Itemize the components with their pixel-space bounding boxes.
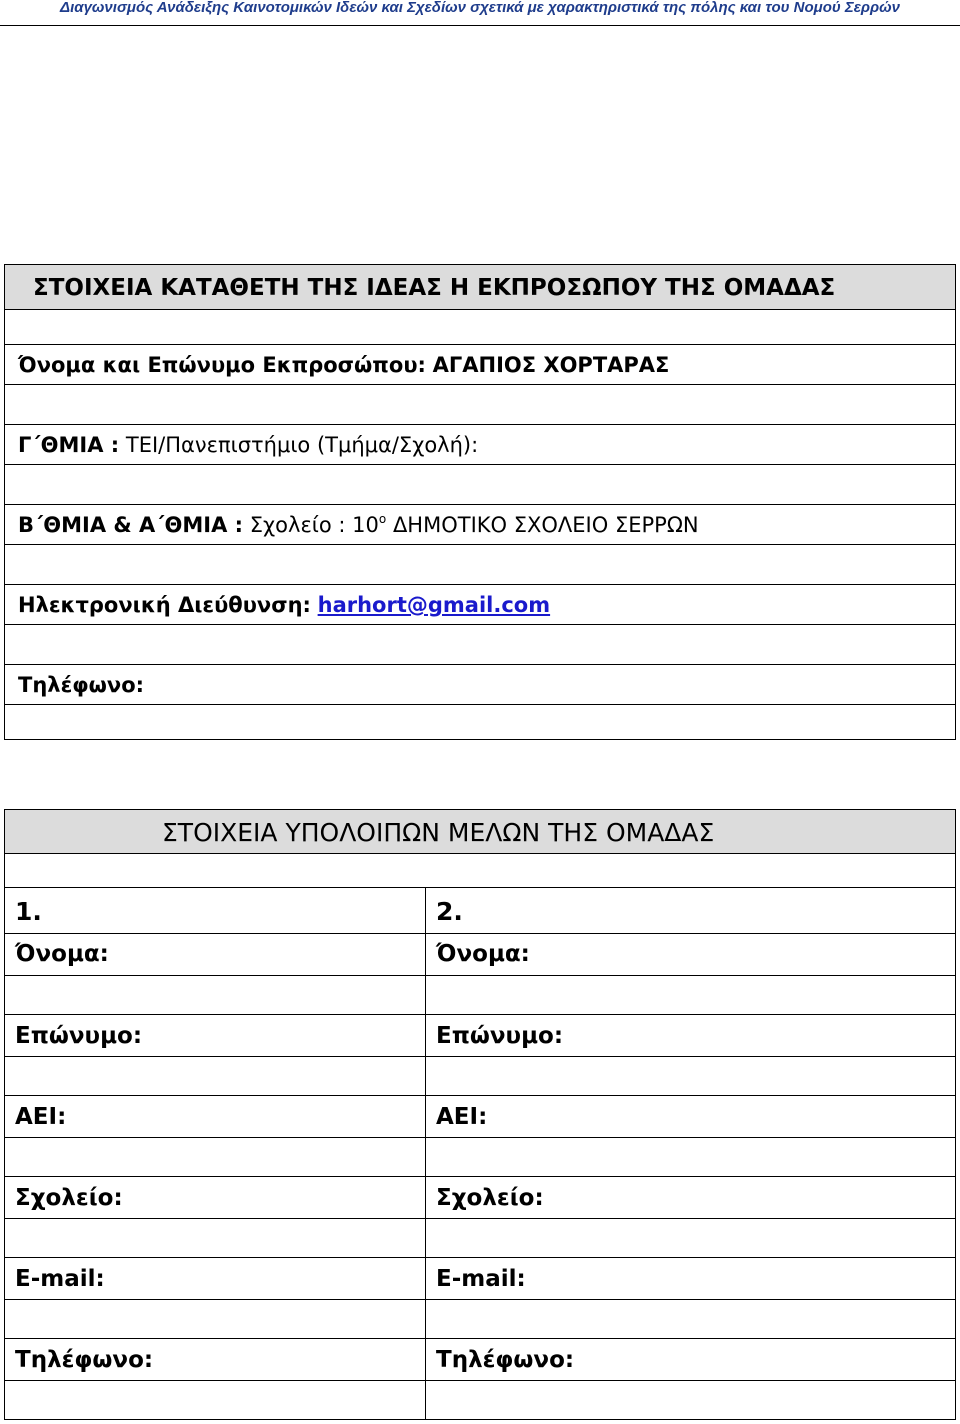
member-university-label: ΑΕΙ: [426,1096,955,1138]
member-phone-label: Τηλέφωνο: [5,1339,425,1381]
members-heading-text: ΣΤΟΙΧΕΙΑ ΥΠΟΛΟΙΠΩΝ ΜΕΛΩΝ ΤΗΣ ΟΜΑΔΑΣ [162,818,715,847]
school-ordinal: ο [378,512,387,526]
email-label: Ηλεκτρονική Διεύθυνση: [18,593,311,617]
member-phone-field[interactable] [5,1381,425,1419]
member-surname-label: Επώνυμο: [5,1015,425,1057]
blank-row [5,310,955,345]
member-email-label: E-mail: [426,1258,955,1300]
member-number: 1. [5,888,425,934]
tertiary-value: ΤΕΙ/Πανεπιστήμιο (Τμήμα/Σχολή): [125,433,479,457]
school-value: ΔΗΜΟΤΙΚΟ ΣΧΟΛΕΙΟ ΣΕΡΡΩΝ [392,513,699,537]
blank-row [5,545,955,585]
member-surname-field[interactable] [5,1057,425,1096]
member-school-field[interactable] [5,1219,425,1258]
tertiary-row [5,425,955,465]
member-school-label: Σχολείο: [5,1177,425,1219]
members-table [4,809,956,1420]
member-university-field[interactable] [426,1138,955,1177]
school-label: Β΄ΘΜΙΑ & Α΄ΘΜΙΑ : [18,513,244,537]
member-email-label: E-mail: [5,1258,425,1300]
member-phone-field[interactable] [426,1381,955,1419]
representative-name-label: Όνομα και Επώνυμο Εκπροσώπου: [18,353,426,377]
email-link[interactable]: harhort@gmail.com [317,593,551,617]
school-prefix: Σχολείο : 10 [249,513,379,537]
blank-row [5,465,955,505]
member-surname-label: Επώνυμο: [426,1015,955,1057]
blank-row [5,385,955,425]
tertiary-label: Γ΄ΘΜΙΑ : [18,433,120,457]
member-email-field[interactable] [5,1300,425,1339]
member-column-1 [5,888,426,1419]
member-name-field[interactable] [5,976,425,1015]
email-row [5,585,955,625]
member-email-field[interactable] [426,1300,955,1339]
member-column-2 [426,888,955,1419]
representative-heading-text: ΣΤΟΙΧΕΙΑ ΚΑΤΑΘΕΤΗ ΤΗΣ ΙΔΕΑΣ Η ΕΚΠΡΟΣΩΠΟΥ ΤΗΣ ΟΜΑΔΑΣ [33,275,836,301]
member-phone-label: Τηλέφωνο: [426,1339,955,1381]
member-name-label: Όνομα: [426,934,955,976]
member-surname-field[interactable] [426,1057,955,1096]
member-name-field[interactable] [426,976,955,1015]
representative-name-row [5,345,955,385]
members-columns [5,888,955,1419]
blank-row [5,625,955,665]
blank-row [5,705,955,739]
member-university-field[interactable] [5,1138,425,1177]
representative-table [4,264,956,740]
representative-heading [5,265,955,310]
school-row [5,505,955,545]
phone-label: Τηλέφωνο: [18,673,145,697]
member-number: 2. [426,888,955,934]
representative-name-value: ΑΓΑΠΙΟΣ ΧΟΡΤΑΡΑΣ [432,353,670,377]
member-school-field[interactable] [426,1219,955,1258]
phone-row [5,665,955,705]
members-heading [5,810,955,854]
page-header-title: Διαγωνισμός Ανάδειξης Καινοτομικών Ιδεών και Σχεδίων σχετικά με χαρακτηριστικά της πόλης και του Νομού Σερρών [60,0,900,16]
member-school-label: Σχολείο: [426,1177,955,1219]
blank-row [5,854,955,888]
member-university-label: ΑΕΙ: [5,1096,425,1138]
page-header [0,0,960,26]
member-name-label: Όνομα: [5,934,425,976]
